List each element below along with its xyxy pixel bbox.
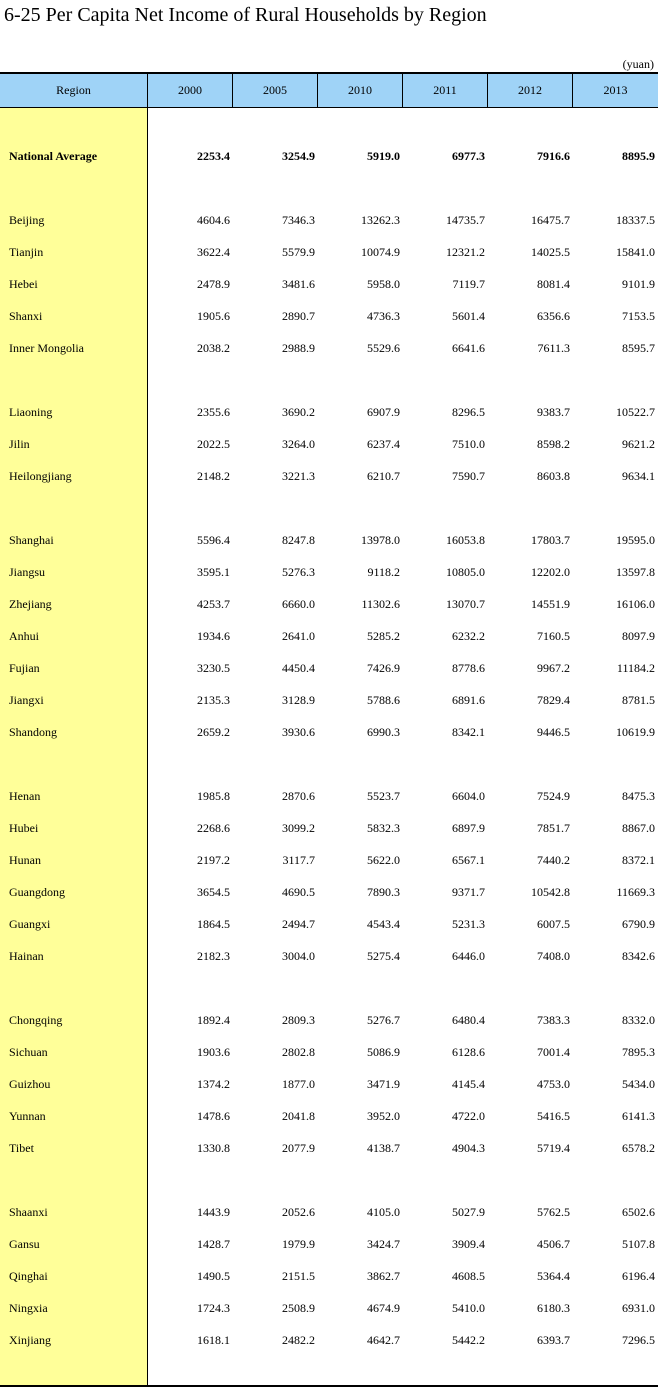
value-cell: 5762.5 (537, 1205, 570, 1219)
value-cell: 5107.8 (622, 1237, 655, 1251)
value-cell: 6232.2 (452, 629, 485, 643)
value-cell: 6007.5 (537, 917, 570, 931)
table-row (0, 338, 658, 358)
value-cell: 6790.9 (622, 917, 655, 931)
table-row (0, 914, 658, 934)
value-cell: 3230.5 (197, 661, 230, 675)
value-cell: 4736.3 (367, 309, 400, 323)
value-cell: 3952.0 (367, 1109, 400, 1123)
region-name: Qinghai (9, 1269, 48, 1283)
region-name: Guizhou (9, 1077, 51, 1091)
value-cell: 5027.9 (452, 1205, 485, 1219)
value-cell: 2809.3 (282, 1013, 315, 1027)
value-cell: 2494.7 (282, 917, 315, 931)
value-cell: 6567.1 (452, 853, 485, 867)
region-name: Jiangsu (9, 565, 45, 579)
table-row (0, 946, 658, 966)
value-cell: 16475.7 (531, 213, 570, 227)
region-name: Shanxi (9, 309, 43, 323)
value-cell: 4753.0 (537, 1077, 570, 1091)
table-row (0, 434, 658, 454)
table-row (0, 1074, 658, 1094)
value-cell: 2641.0 (282, 629, 315, 643)
value-cell: 7119.7 (452, 277, 485, 291)
value-cell: 8081.4 (537, 277, 570, 291)
value-cell: 3862.7 (367, 1269, 400, 1283)
header-2005: 2005 (233, 74, 318, 107)
table-row (0, 594, 658, 614)
value-cell: 4674.9 (367, 1301, 400, 1315)
value-cell: 3004.0 (282, 949, 315, 963)
table-row (0, 722, 658, 742)
value-cell: 2268.6 (197, 821, 230, 835)
value-cell: 5788.6 (367, 693, 400, 707)
value-cell: 5410.0 (452, 1301, 485, 1315)
value-cell: 10542.8 (531, 885, 570, 899)
region-name: Tibet (9, 1141, 34, 1155)
value-cell: 1330.8 (197, 1141, 230, 1155)
value-cell: 11184.2 (616, 661, 655, 675)
value-cell: 7895.3 (622, 1045, 655, 1059)
value-cell: 14551.9 (531, 597, 570, 611)
value-cell: 10074.9 (361, 245, 400, 259)
value-cell: 4105.0 (367, 1205, 400, 1219)
value-cell: 6446.0 (452, 949, 485, 963)
region-name: Jilin (9, 437, 30, 451)
value-cell: 13978.0 (361, 533, 400, 547)
value-cell: 5231.3 (452, 917, 485, 931)
header-2010: 2010 (318, 74, 403, 107)
value-cell: 3424.7 (367, 1237, 400, 1251)
unit-label: (yuan) (622, 57, 654, 71)
region-name: Jiangxi (9, 693, 44, 707)
value-cell: 5719.4 (537, 1141, 570, 1155)
value-cell: 7829.4 (537, 693, 570, 707)
region-name: Heilongjiang (9, 469, 72, 483)
value-cell: 10619.9 (616, 725, 655, 739)
value-cell: 9118.2 (367, 565, 400, 579)
region-name: Tianjin (9, 245, 44, 259)
value-cell: 5579.9 (282, 245, 315, 259)
value-cell: 4722.0 (452, 1109, 485, 1123)
table-row (0, 818, 658, 838)
value-cell: 13597.8 (616, 565, 655, 579)
region-name: Sichuan (9, 1045, 48, 1059)
value-cell: 2355.6 (197, 405, 230, 419)
value-cell: 6210.7 (367, 469, 400, 483)
value-cell: 2182.3 (197, 949, 230, 963)
value-cell: 7160.5 (537, 629, 570, 643)
value-cell: 1618.1 (197, 1333, 230, 1347)
value-cell: 19595.0 (616, 533, 655, 547)
value-cell: 1892.4 (197, 1013, 230, 1027)
table-row (0, 1298, 658, 1318)
table-row (0, 466, 658, 486)
region-name: Gansu (9, 1237, 40, 1251)
region-name: Hainan (9, 949, 44, 963)
value-cell: 2148.2 (197, 469, 230, 483)
value-cell: 2038.2 (197, 341, 230, 355)
value-cell: 6196.4 (622, 1269, 655, 1283)
value-cell: 2988.9 (282, 341, 315, 355)
value-cell: 3117.7 (282, 853, 315, 867)
value-cell: 3930.6 (282, 725, 315, 739)
region-name: Ningxia (9, 1301, 48, 1315)
value-cell: 2022.5 (197, 437, 230, 451)
region-name: Fujian (9, 661, 40, 675)
value-cell: 2659.2 (197, 725, 230, 739)
value-cell: 2890.7 (282, 309, 315, 323)
value-cell: 6604.0 (452, 789, 485, 803)
value-cell: 3622.4 (197, 245, 230, 259)
value-cell: 4506.7 (537, 1237, 570, 1251)
value-cell: 9446.5 (537, 725, 570, 739)
header-2000: 2000 (148, 74, 233, 107)
region-name: Xinjiang (9, 1333, 51, 1347)
value-cell: 3481.6 (282, 277, 315, 291)
value-cell: 3654.5 (197, 885, 230, 899)
value-cell: 8097.9 (622, 629, 655, 643)
value-cell: 6237.4 (367, 437, 400, 451)
value-cell: 8475.3 (622, 789, 655, 803)
table-row (0, 1234, 658, 1254)
value-cell: 7510.0 (452, 437, 485, 451)
value-cell: 6141.3 (622, 1109, 655, 1123)
value-cell: 12202.0 (531, 565, 570, 579)
header-2011: 2011 (403, 74, 488, 107)
value-cell: 8296.5 (452, 405, 485, 419)
value-cell: 1724.3 (197, 1301, 230, 1315)
table-row (0, 1010, 658, 1030)
table-row (0, 1106, 658, 1126)
value-cell: 9101.9 (622, 277, 655, 291)
table-row (0, 690, 658, 710)
header-region: Region (0, 74, 148, 107)
region-name: Henan (9, 789, 41, 803)
value-cell: 5622.0 (367, 853, 400, 867)
value-cell: 16053.8 (446, 533, 485, 547)
value-cell: 8372.1 (622, 853, 655, 867)
table-row (0, 306, 658, 326)
value-cell: 8595.7 (622, 341, 655, 355)
region-name: Shaanxi (9, 1205, 48, 1219)
value-cell: 14735.7 (446, 213, 485, 227)
value-cell: 1478.6 (197, 1109, 230, 1123)
value-cell: 1443.9 (197, 1205, 230, 1219)
value-cell: 1864.5 (197, 917, 230, 931)
value-cell: 13262.3 (361, 213, 400, 227)
value-cell: 6990.3 (367, 725, 400, 739)
region-name: Zhejiang (9, 597, 52, 611)
value-cell: 5596.4 (197, 533, 230, 547)
value-cell: 1428.7 (197, 1237, 230, 1251)
table-row (0, 210, 658, 230)
value-cell: 6356.6 (537, 309, 570, 323)
value-cell: 6931.0 (622, 1301, 655, 1315)
value-cell: 6128.6 (452, 1045, 485, 1059)
value-cell: 6641.6 (452, 341, 485, 355)
value-cell: 3471.9 (367, 1077, 400, 1091)
value-cell: 2253.4 (197, 149, 230, 163)
value-cell: 10522.7 (616, 405, 655, 419)
region-name: Chongqing (9, 1013, 63, 1027)
value-cell: 8781.5 (622, 693, 655, 707)
value-cell: 1985.8 (197, 789, 230, 803)
table-row (0, 658, 658, 678)
value-cell: 1903.6 (197, 1045, 230, 1059)
value-cell: 8342.1 (452, 725, 485, 739)
header-2013: 2013 (603, 83, 628, 97)
region-name: Hebei (9, 277, 38, 291)
table-row (0, 1330, 658, 1350)
value-cell: 3254.9 (282, 149, 315, 163)
region-name: Beijing (9, 213, 45, 227)
value-cell: 13070.7 (446, 597, 485, 611)
value-cell: 5958.0 (367, 277, 400, 291)
page-title: 6-25 Per Capita Net Income of Rural Households by Region (4, 4, 487, 26)
table-row (0, 1138, 658, 1158)
value-cell: 8598.2 (537, 437, 570, 451)
value-cell: 15841.0 (616, 245, 655, 259)
value-cell: 5523.7 (367, 789, 400, 803)
value-cell: 8603.8 (537, 469, 570, 483)
value-cell: 16106.0 (616, 597, 655, 611)
value-cell: 4450.4 (282, 661, 315, 675)
value-cell: 9634.1 (622, 469, 655, 483)
value-cell: 5601.4 (452, 309, 485, 323)
value-cell: 7346.3 (282, 213, 315, 227)
value-cell: 5285.2 (367, 629, 400, 643)
value-cell: 18337.5 (616, 213, 655, 227)
table-row (0, 242, 658, 262)
region-name: Hunan (9, 853, 41, 867)
table-row (0, 530, 658, 550)
value-cell: 2197.2 (197, 853, 230, 867)
table-row (0, 274, 658, 294)
region-name: Hubei (9, 821, 39, 835)
value-cell: 7296.5 (622, 1333, 655, 1347)
value-cell: 8895.9 (622, 149, 655, 163)
value-cell: 12321.2 (446, 245, 485, 259)
value-cell: 8867.0 (622, 821, 655, 835)
value-cell: 7383.3 (537, 1013, 570, 1027)
region-name: Anhui (9, 629, 39, 643)
value-cell: 7590.7 (452, 469, 485, 483)
region-name: Guangdong (9, 885, 65, 899)
region-name: National Average (9, 149, 98, 163)
value-cell: 6891.6 (452, 693, 485, 707)
header-2012: 2012 (488, 74, 573, 107)
value-cell: 6660.0 (282, 597, 315, 611)
value-cell: 2041.8 (282, 1109, 315, 1123)
value-cell: 7408.0 (537, 949, 570, 963)
value-cell: 6897.9 (452, 821, 485, 835)
bottom-rule (0, 1385, 658, 1387)
value-cell: 4604.6 (197, 213, 230, 227)
region-column-band (0, 108, 148, 1385)
value-cell: 7890.3 (367, 885, 400, 899)
value-cell: 2077.9 (282, 1141, 315, 1155)
value-cell: 11302.6 (361, 597, 400, 611)
value-cell: 6578.2 (622, 1141, 655, 1155)
value-cell: 5442.2 (452, 1333, 485, 1347)
value-cell: 9621.2 (622, 437, 655, 451)
value-cell: 6480.4 (452, 1013, 485, 1027)
value-cell: 2135.3 (197, 693, 230, 707)
region-name: Liaoning (9, 405, 53, 419)
value-cell: 7001.4 (537, 1045, 570, 1059)
value-cell: 7440.2 (537, 853, 570, 867)
table-header (0, 74, 658, 108)
region-name: Yunnan (9, 1109, 46, 1123)
value-cell: 9383.7 (537, 405, 570, 419)
table-row (0, 1266, 658, 1286)
region-name: Shandong (9, 725, 57, 739)
table-row (0, 626, 658, 646)
value-cell: 8342.6 (622, 949, 655, 963)
value-cell: 7426.9 (367, 661, 400, 675)
table-row (0, 562, 658, 582)
value-cell: 6907.9 (367, 405, 400, 419)
value-cell: 5416.5 (537, 1109, 570, 1123)
value-cell: 2478.9 (197, 277, 230, 291)
table-row (0, 1042, 658, 1062)
value-cell: 2802.8 (282, 1045, 315, 1059)
value-cell: 7153.5 (622, 309, 655, 323)
value-cell: 9371.7 (452, 885, 485, 899)
value-cell: 2482.2 (282, 1333, 315, 1347)
value-cell: 8778.6 (452, 661, 485, 675)
value-cell: 4138.7 (367, 1141, 400, 1155)
value-cell: 8247.8 (282, 533, 315, 547)
value-cell: 7916.6 (537, 149, 570, 163)
value-cell: 5364.4 (537, 1269, 570, 1283)
value-cell: 5276.7 (367, 1013, 400, 1027)
value-cell: 2508.9 (282, 1301, 315, 1315)
value-cell: 6393.7 (537, 1333, 570, 1347)
value-cell: 1905.6 (197, 309, 230, 323)
table-row (0, 786, 658, 806)
value-cell: 2870.6 (282, 789, 315, 803)
value-cell: 4543.4 (367, 917, 400, 931)
value-cell: 14025.5 (531, 245, 570, 259)
value-cell: 5919.0 (367, 149, 400, 163)
value-cell: 5434.0 (622, 1077, 655, 1091)
value-cell: 2052.6 (282, 1205, 315, 1219)
value-cell: 7851.7 (537, 821, 570, 835)
value-cell: 17803.7 (531, 533, 570, 547)
value-cell: 4253.7 (197, 597, 230, 611)
value-cell: 4608.5 (452, 1269, 485, 1283)
value-cell: 10805.0 (446, 565, 485, 579)
value-cell: 9967.2 (537, 661, 570, 675)
value-cell: 1934.6 (197, 629, 230, 643)
value-cell: 6180.3 (537, 1301, 570, 1315)
national-average-row (0, 146, 658, 166)
value-cell: 5086.9 (367, 1045, 400, 1059)
value-cell: 6977.3 (452, 149, 485, 163)
value-cell: 3221.3 (282, 469, 315, 483)
value-cell: 3909.4 (452, 1237, 485, 1251)
value-cell: 4690.5 (282, 885, 315, 899)
value-cell: 1877.0 (282, 1077, 315, 1091)
value-cell: 7524.9 (537, 789, 570, 803)
table-row (0, 402, 658, 422)
value-cell: 1374.2 (197, 1077, 230, 1091)
value-cell: 6502.6 (622, 1205, 655, 1219)
value-cell: 1979.9 (282, 1237, 315, 1251)
region-name: Shanghai (9, 533, 54, 547)
value-cell: 8332.0 (622, 1013, 655, 1027)
value-cell: 4904.3 (452, 1141, 485, 1155)
region-name: Guangxi (9, 917, 51, 931)
value-cell: 4145.4 (452, 1077, 485, 1091)
table-row (0, 882, 658, 902)
value-cell: 5275.4 (367, 949, 400, 963)
table-row (0, 850, 658, 870)
value-cell: 3128.9 (282, 693, 315, 707)
table-row (0, 1202, 658, 1222)
value-cell: 11669.3 (616, 885, 655, 899)
value-cell: 3264.0 (282, 437, 315, 451)
value-cell: 7611.3 (537, 341, 570, 355)
value-cell: 1490.5 (197, 1269, 230, 1283)
value-cell: 4642.7 (367, 1333, 400, 1347)
value-cell: 5832.3 (367, 821, 400, 835)
value-cell: 2151.5 (282, 1269, 315, 1283)
value-cell: 3099.2 (282, 821, 315, 835)
value-cell: 3690.2 (282, 405, 315, 419)
region-name: Inner Mongolia (9, 341, 84, 355)
value-cell: 5276.3 (282, 565, 315, 579)
value-cell: 3595.1 (197, 565, 230, 579)
value-cell: 5529.6 (367, 341, 400, 355)
